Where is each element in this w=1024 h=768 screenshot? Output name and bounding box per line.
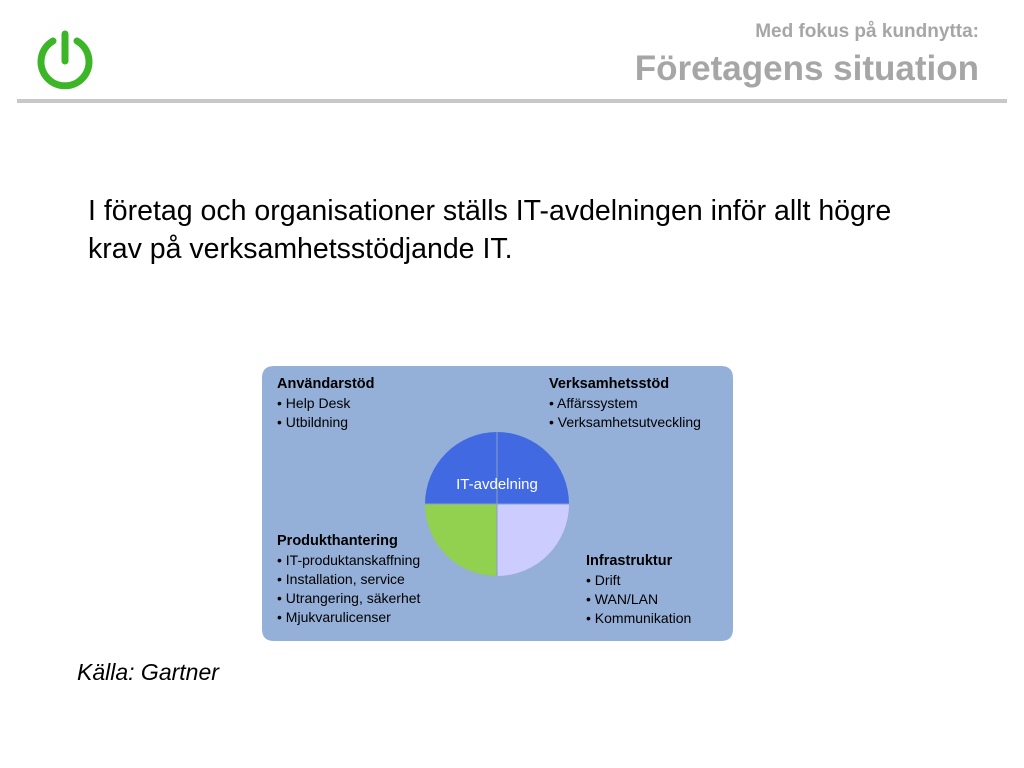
quadrant-title: Verksamhetsstöd: [549, 376, 670, 392]
quadrant-title: Produkthantering: [277, 533, 398, 549]
page-title: Företagens situation: [634, 49, 979, 88]
quadrant-produkthantering: [277, 532, 420, 627]
quadrant-item: • WAN/LAN: [586, 591, 659, 607]
quadrant-item: • Utbildning: [277, 414, 349, 430]
quadrant-infrastruktur: [586, 552, 691, 628]
quadrant-verksamhetsstod: [549, 375, 701, 432]
quadrant-title: Infrastruktur: [586, 553, 673, 569]
header-subtitle: Med fokus på kundnytta:: [755, 21, 979, 42]
quadrant-title: Användarstöd: [277, 376, 375, 392]
quadrant-item: • Mjukvarulicenser: [277, 609, 391, 625]
quadrant-item: • Kommunikation: [586, 610, 692, 626]
quadrant-item: • Drift: [586, 572, 621, 588]
source-note: Källa: Gartner: [77, 659, 219, 685]
body-text: I företag och organisationer ställs IT-avdelningen inför allt högre krav på verksamhetsstödjande IT.: [88, 195, 892, 265]
power-logo-icon: [34, 28, 96, 90]
pie-center-label: IT-avdelning: [456, 476, 538, 493]
header-divider: [17, 99, 1007, 103]
quadrant-item: • Utrangering, säkerhet: [277, 590, 421, 606]
quadrant-item: • Affärssystem: [549, 395, 638, 411]
quadrant-item: • IT-produktanskaffning: [277, 552, 421, 568]
it-department-diagram: [262, 366, 733, 641]
quadrant-item: • Help Desk: [277, 395, 351, 411]
quadrant-item: • Installation, service: [277, 571, 405, 587]
quadrant-anvandarstod: [277, 375, 375, 432]
quadrant-item: • Verksamhetsutveckling: [549, 414, 701, 430]
